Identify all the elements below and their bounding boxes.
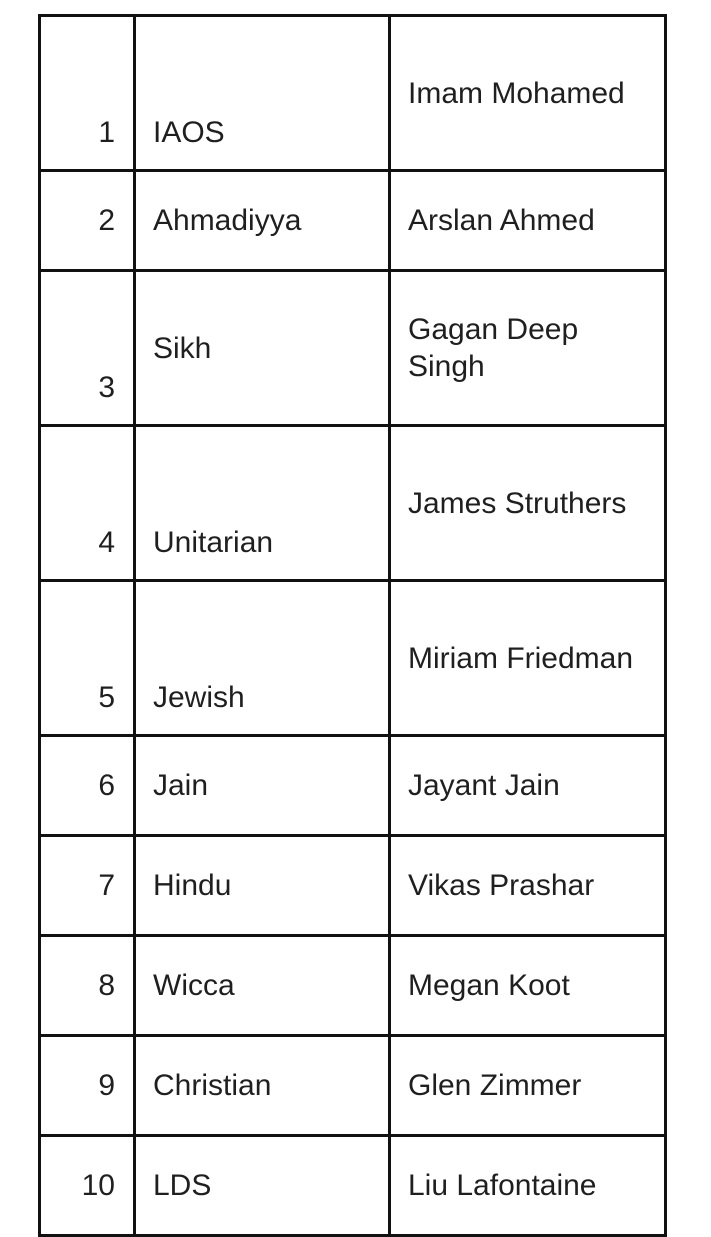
table-row: [40, 736, 666, 836]
row-number: 9: [40, 1036, 135, 1136]
row-number: 2: [40, 171, 135, 271]
faith-group: IAOS: [135, 16, 390, 171]
representative-name: Vikas Prashar: [390, 836, 666, 936]
row-number: 8: [40, 936, 135, 1036]
representative-name: Megan Koot: [390, 936, 666, 1036]
row-number: 3: [40, 271, 135, 426]
row-number: 1: [40, 16, 135, 171]
representative-name: Miriam Friedman: [390, 581, 666, 736]
faith-group: Wicca: [135, 936, 390, 1036]
table-row: [40, 581, 666, 736]
row-number: 4: [40, 426, 135, 581]
representative-name: Glen Zimmer: [390, 1036, 666, 1136]
representative-name: Gagan Deep Singh: [390, 271, 666, 426]
table-row: [40, 936, 666, 1036]
faith-group: Jewish: [135, 581, 390, 736]
row-number: 5: [40, 581, 135, 736]
faith-group: Jain: [135, 736, 390, 836]
row-number: 6: [40, 736, 135, 836]
faith-group: Hindu: [135, 836, 390, 936]
faith-group: Christian: [135, 1036, 390, 1136]
table-row: [40, 16, 666, 171]
row-number: 10: [40, 1136, 135, 1236]
table-row: [40, 271, 666, 426]
faith-representatives-table: [38, 14, 667, 1237]
faith-group: LDS: [135, 1136, 390, 1236]
table-row: [40, 171, 666, 271]
representative-name: Imam Mohamed: [390, 16, 666, 171]
representative-name: Liu Lafontaine: [390, 1136, 666, 1236]
representative-name: Arslan Ahmed: [390, 171, 666, 271]
faith-group: Unitarian: [135, 426, 390, 581]
table-row: [40, 1036, 666, 1136]
representative-name: James Struthers: [390, 426, 666, 581]
faith-group: Ahmadiyya: [135, 171, 390, 271]
representative-name: Jayant Jain: [390, 736, 666, 836]
faith-group: Sikh: [135, 271, 390, 426]
table-row: [40, 836, 666, 936]
row-number: 7: [40, 836, 135, 936]
table-row: [40, 1136, 666, 1236]
table-row: [40, 426, 666, 581]
faith-representatives-table-container: [38, 14, 667, 1237]
